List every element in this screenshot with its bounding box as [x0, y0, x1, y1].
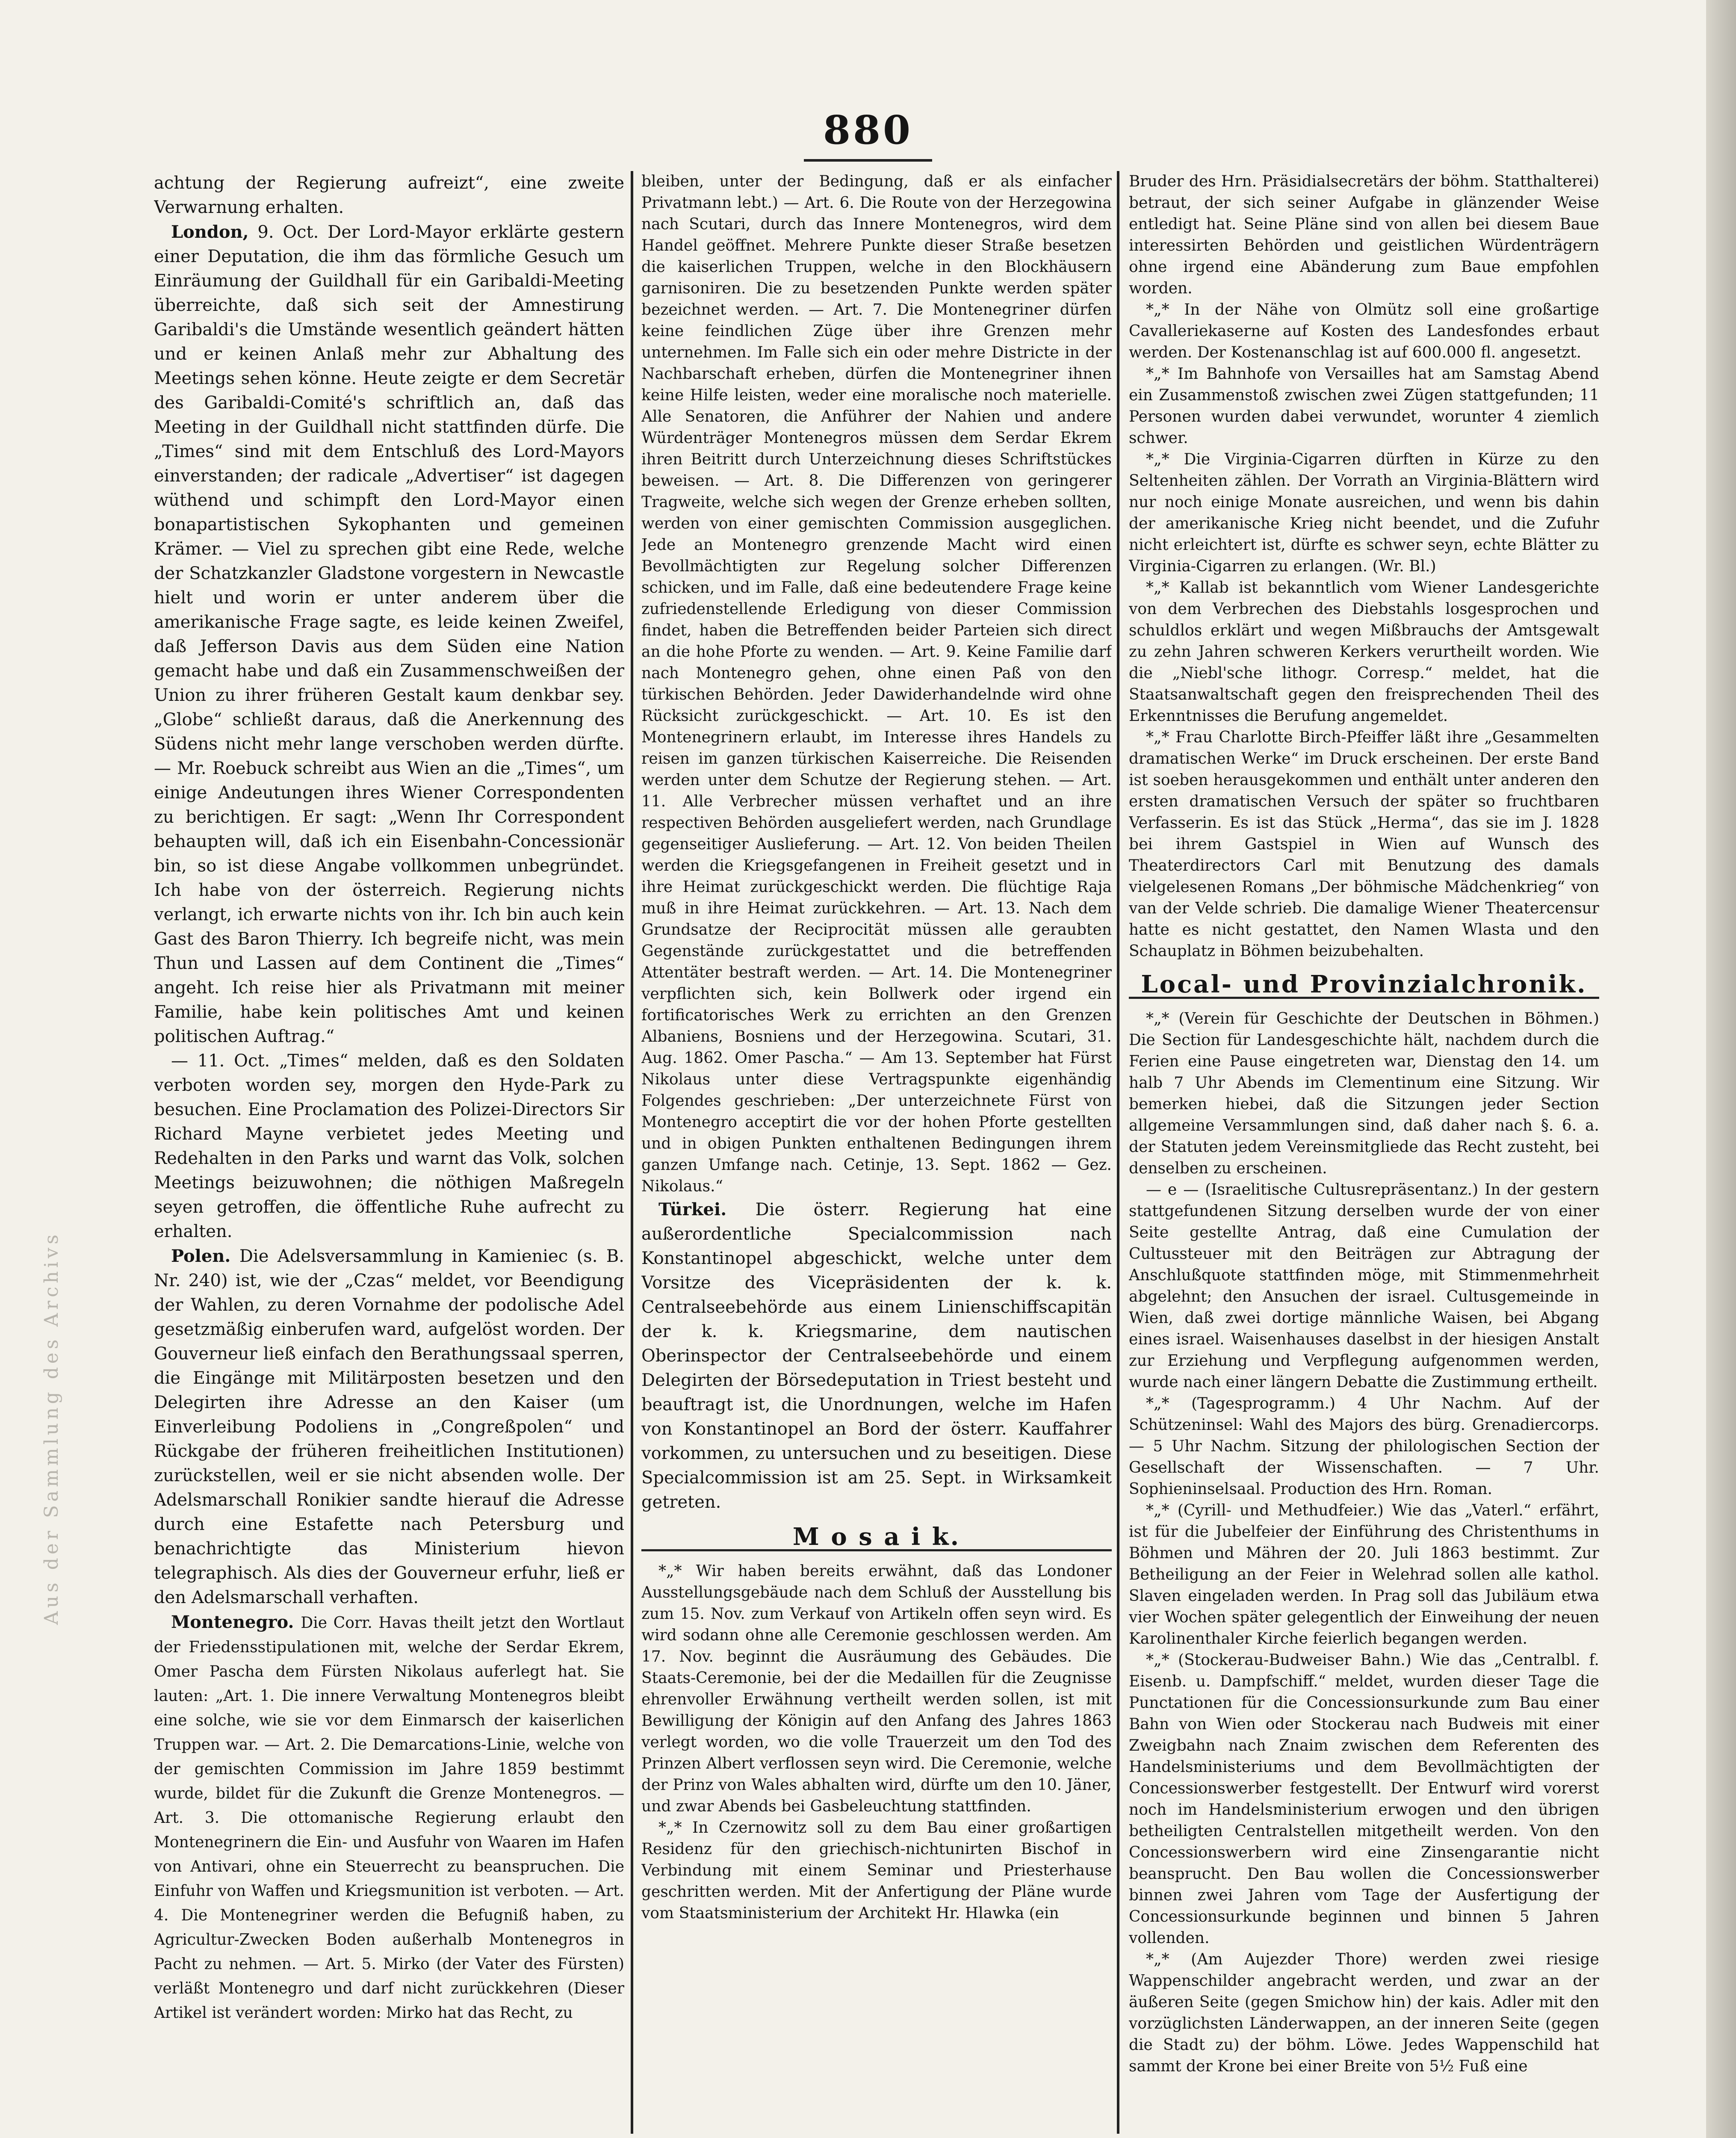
article-body: Die Corr. Havas theilt jetzt den Wortlaut der Friedensstipulationen mit, welche der Serdar Ekrem, Omer Pascha dem Fürsten Nikolaus auferlegt hat. Sie lauten: „Art. 1. Die innere Verwaltung Montenegros bleibt eine solche, wie sie vor dem Einmarsch der kaiserlichen Truppen war. — Art. 2. Die Demarcations-Linie, welche von der gemischten Commission im Jahre 1859 bestimmt wurde, bildet für die Zukunft die Grenze Montenegros. — Art. 3. Die ottomanische Regierung erlaubt den Montenegrinern die Ein- und Ausfuhr von Waaren im Hafen von Antivari, ohne ein Steuerrecht zu beanspruchen. Die Einfuhr von Waffen und Kriegsmunition ist verboten. — Art. 4. Die Montenegriner werden die Befugniß haben, zu Agricultur-Zwecken Boden außerhalb Montenegros in Pacht zu nehmen. — Art. 5. Mirko (der Vater des Fürsten) verläßt Montenegro und darf nicht zurückkehren (Dieser Artikel ist verändert worden: Mirko hat das Recht, zu	[154, 1614, 624, 2022]
paragraph: — e — (Israelitische Cultusrepräsentanz.) In der gestern stattgefundenen Sitzung derselben wurde der von einer Seite gestellte Antrag, daß eine Cumulation der Cultussteuer mit den Beiträgen zur Abtragung der Anschlußquote stattfinden möge, mit Stimmenmehrheit abgelehnt; den Ansuchen der israel. Cultusgemeinde in Wien, daß zwei dortige männliche Waisen, bei Abgang eines israel. Waisenhauses daselbst in der hiesigen Anstalt zur Erziehung und Verpflegung aufgenommen werden, wurde nach einer längern Debatte die Zustimmung ertheilt.	[1129, 1181, 1599, 1391]
article-tuerkei	[641, 1197, 1112, 1515]
paragraph: Bruder des Hrn. Präsidialsecretärs der böhm. Statthalterei) betraut, der sich seiner Aufgabe in glänzender Weise entledigt hat. Seine Pläne sind von allen bei diesem Baue interessirten Behörden und geistlichen Würdenträgern ohne irgend eine Abänderung zum Baue empfohlen worden.	[1129, 173, 1599, 297]
article-heading: Türkei.	[658, 1199, 727, 1220]
page-number-underline	[804, 159, 932, 162]
article-heading: Polen.	[171, 1246, 231, 1266]
paragraph: *„* Im Bahnhofe von Versailles hat am Samstag Abend ein Zusammenstoß zwischen zwei Zügen stattgefunden; 11 Personen wurden dabei verwundet, worunter 4 ziemlich schwer.	[1129, 365, 1599, 447]
paragraph: bleiben, unter der Bedingung, daß er als einfacher Privatmann lebt.) — Art. 6. Die Route von der Herzegowina nach Scutari, durch das Innere Montenegros, wird dem Handel geöffnet. Mehrere Punkte dieser Straße besetzen die kaiserlichen Truppen, welche in den Blockhäusern garnisoniren. Die zu besetzenden Punkte werden später bezeichnet werden. — Art. 7. Die Montenegriner dürfen keine feindlichen Züge über ihre Grenzen mehr unternehmen. Im Falle sich ein oder mehre Districte in der Nachbarschaft erheben, dürfen die Montenegriner ihnen keine Hilfe leisten, weder eine moralische noch materielle. Alle Senatoren, die Anführer der Nahien und andere Würdenträger Montenegros müssen dem Serdar Ekrem ihren Beitritt durch Unterzeichnung dieses Schriftstückes beweisen. — Art. 8. Die Differenzen von geringerer Tragweite, welche sich wegen der Grenze erheben sollten, werden von einer gemischten Commission ausgeglichen. Jede an Montenegro grenzende Macht wird einen Bevollmächtigten zur Regelung solcher Differenzen schicken, und im Falle, daß eine bedeutendere Frage keine zufriedenstellende Erledigung von dieser Commission findet, haben die Betreffenden beider Parteien sich direct an die hohe Pforte zu wenden. — Art. 9. Keine Familie darf nach Montenegro gehen, ohne einen Paß von den türkischen Behörden. Jeder Dawiderhandelnde wird ohne Rücksicht zurückgeschickt. — Art. 10. Es ist den Montenegrinern erlaubt, im Interesse ihres Handels zu reisen im ganzen türkischen Kaiserreiche. Die Reisenden werden unter dem Schutze der Regierung stehen. — Art. 11. Alle Verbrecher müssen verhaftet und an ihre respectiven Behörden ausgeliefert werden, nach Grundlage gegenseitiger Auslieferung. — Art. 12. Von beiden Theilen werden die Kriegsgefangenen in Freiheit gesetzt und in ihre Heimat zurückgeschickt werden. Die flüchtige Raja muß in ihre Heimat zurückkehren. — Art. 13. Nach dem Grundsatze der Reciprocität müssen alle geraubten Gegenstände zurückgestattet und die betreffenden Attentäter bestraft werden. — Art. 14. Die Montenegriner verpflichten sich, kein Bollwerk oder irgend ein fortificatorisches Werk zu errichten an den Grenzen Albaniens, Bosniens und der Herzegowina. Scutari, 31. Aug. 1862. Omer Pascha.“ — Am 13. September hat Fürst Nikolaus unter diese Vertragspunkte eigenhändig Folgendes geschrieben: „Der unterzeichnete Fürst von Montenegro acceptirt die vor der hohen Pforte gestellten und in obigen Punkten enthaltenen Bedingungen ihrem ganzen Umfange nach. Cetinje, 13. Sept. 1862 — Gez. Nikolaus.“	[641, 173, 1112, 1195]
paragraph: — 11. Oct. „Times“ melden, daß es den Soldaten verboten worden sey, morgen den Hyde-Park zu besuchen. Eine Proclamation des Polizei-Directors Sir Richard Mayne verbietet jedes Meeting und Redehalten in den Parks und warnt das Volk, solchen Meetings beizuwohnen; die nöthigen Maßregeln seyen getroffen, die öffentliche Ruhe aufrecht zu erhalten.	[154, 1051, 624, 1241]
column-2	[641, 171, 1112, 2134]
article-body: Die österr. Regierung hat eine außerordentliche Specialcommission nach Konstantinopel abgeschickt, welche unter dem Vorsitze des Vicepräsidenten der k. k. Centralseebehörde aus einem Linienschiffscapitän der k. k. Kriegsmarine, dem nautischen Oberinspector der Centralseebehörde und einem Delegirten der Börsedeputation in Triest besteht und beauftragt ist, die Unordnungen, welche im Hafen von Konstantinopel an Bord der österr. Kauffahrer vorkommen, zu untersuchen und zu beseitigen. Diese Specialcommission ist am 25. Sept. in Wirksamkeit getreten.	[641, 1200, 1112, 1512]
article-polen	[154, 1244, 624, 1610]
column-3	[1129, 171, 1599, 2134]
paragraph: *„* In Czernowitz soll zu dem Bau einer großartigen Residenz für den griechisch-nichtunirten Bischof in Verbindung mit einem Seminar und Priesterhause geschritten werden. Mit der Anfertigung der Pläne wurde vom Staatsministerium der Architekt Hr. Hlawka (ein	[641, 1819, 1112, 1922]
article-body: 9. Oct. Der Lord-Mayor erklärte gestern einer Deputation, die ihm das förmliche Gesuch um Einräumung der Guildhall für ein Garibaldi-Meeting überreichte, daß sich seit der Amnestirung Garibaldi's die Umstände wesentlich geändert hätten und er keinen Anlaß mehr zur Abhaltung des Meetings sehen könne. Heute zeigte er dem Secretär des Garibaldi-Comité's schriftlich an, daß das Meeting in der Guildhall nicht stattfinden dürfe. Die „Times“ sind mit dem Entschluß des Lord-Mayors einverstanden; der radicale „Advertiser“ ist dagegen wüthend und schimpft den Lord-Mayor einen bonapartistischen Sykophanten und gemeinen Krämer. — Viel zu sprechen gibt eine Rede, welche der Schatzkanzler Gladstone vorgestern in Newcastle hielt und worin er unter anderem über die amerikanische Frage sagte, es leide keinen Zweifel, daß Jefferson Davis aus dem Süden eine Nation gemacht habe und daß ein Zusammenschweißen der Union zu ihrer früheren Gestalt kaum denkbar sey. „Globe“ schließt daraus, daß die Anerkennung des Südens nicht mehr lange verschoben werden dürfte. — Mr. Roebuck schreibt aus Wien an die „Times“, um einige Andeutungen ihres Wiener Correspondenten zu berichtigen. Er sagt: „Wenn Ihr Correspondent behaupten will, daß ich ein Eisenbahn-Concessionär bin, so ist diese Angabe vollkommen unbegründet. Ich habe von der österreich. Regierung nichts verlangt, ich erwarte nichts von ihr. Ich bin auch kein Gast des Baron Thierry. Ich begreife nicht, was mein Thun und Lassen auf dem Continent die „Times“ angeht. Ich reise hier als Privatmann mit meiner Familie, habe kein politisches Amt und keinen politischen Auftrag.“	[154, 222, 624, 1046]
article-montenegro	[154, 1610, 624, 2025]
column-divider	[1117, 171, 1119, 2134]
article-heading: Montenegro.	[171, 1612, 294, 1632]
section-title-mosaik: M o s a i k.	[641, 1525, 1112, 1551]
column-divider	[631, 171, 633, 2134]
paragraph: *„* Kallab ist bekanntlich vom Wiener Landesgerichte von dem Verbrechen des Diebstahls losgesprochen und schuldlos erklärt und wegen Mißbrauchs der Amtsgewalt zu zehn Jahren schweren Kerkers verurtheilt worden. Wie die „Niebl'sche lithogr. Corresp.“ meldet, hat die Staatsanwaltschaft gegen den freisprechenden Theil des Erkenntnisses die Berufung angemeldet.	[1129, 579, 1599, 725]
paragraph: *„* (Tagesprogramm.) 4 Uhr Nachm. Auf der Schützeninsel: Wahl des Majors des bürg. Grenadiercorps. — 5 Uhr Nachm. Sitzung der philologischen Section der Gesellschaft der Wissenschaften. — 7 Uhr. Sophieninselsaal. Production des Hrn. Roman.	[1129, 1395, 1599, 1498]
section-title-local-chronicle: Local- und Provinzialchronik.	[1129, 972, 1599, 999]
article-body: Die Adelsversammlung in Kamieniec (s. B. Nr. 240) ist, wie der „Czas“ meldet, vor Beendigung der Wahlen, zu deren Vornahme der podolische Adel gesetzmäßig einberufen ward, aufgelöst worden. Der Gouverneur ließ einfach den Berathungssaal sperren, die Eingänge mit Militärposten besetzen und den Delegirten ihre Adresse an den Kaiser (um Einverleibung Podoliens in „Congreßpolen“ und Rückgabe der früheren freiheitlichen Institutionen) zurückstellen, weil er sie nicht absenden wolle. Der Adelsmarschall Ronikier sandte hierauf die Adresse durch eine Estafette nach Petersburg und benachrichtigte das Ministerium hievon telegraphisch. Als dies der Gouverneur erfuhr, ließ er den Adelsmarschall verhaften.	[154, 1246, 624, 1607]
column-1	[154, 171, 624, 2134]
article-london	[154, 220, 624, 1049]
paragraph: *„* Die Virginia-Cigarren dürften in Kürze zu den Seltenheiten zählen. Der Vorrath an Virginia-Blättern wird nur noch einige Monate ausreichen, und wenn bis dahin der amerikanische Krieg nicht beendet, und die Zufuhr nicht erleichtert ist, dürfte es schwer seyn, echte Blätter zu Virginia-Cigarren zu erlangen. (Wr. Bl.)	[1129, 451, 1599, 575]
paragraph: *„* (Verein für Geschichte der Deutschen in Böhmen.) Die Section für Landesgeschichte hält, nachdem durch die Ferien eine Pause eingetreten war, Dienstag den 14. um halb 7 Uhr Abends im Clementinum eine Sitzung. Wir bemerken hiebei, daß die Sitzungen jeder Section allgemeine Versammlungen sind, daß daher nach §. 6. a. der Statuten jedem Vereinsmitgliede das Recht zusteht, bei denselben zu erscheinen.	[1129, 1010, 1599, 1177]
paragraph: *„* (Am Aujezder Thore) werden zwei riesige Wappenschilder angebracht werden, und zwar an der äußeren Seite (gegen Smichow hin) der kais. Adler mit den vorzüglichsten Länderwappen, an der inneren Seite (gegen die Stadt zu) der böhm. Löwe. Jedes Wappenschild hat sammt der Krone bei einer Breite von 5½ Fuß eine	[1129, 1951, 1599, 2075]
paragraph: *„* (Stockerau-Budweiser Bahn.) Wie das „Centralbl. f. Eisenb. u. Dampfschiff.“ meldet, wurden dieser Tage die Punctationen für die Concessionsurkunde zum Bau einer Bahn von Wien oder Stockerau nach Budweis mit einer Zweigbahn nach Znaim zwischen dem Referenten des Handelsministeriums und dem Bevollmächtigten der Concessionswerber festgestellt. Der Entwurf wird vorerst noch im Handelsministerium erwogen und den übrigen betheiligten Centralstellen mitgetheilt werden. Von den Concessionswerbern wird eine Zinsengarantie nicht beansprucht. Den Bau wollen die Concessionswerber binnen zwei Jahren vom Tage der Ausfertigung der Concessionsurkunde beginnen und binnen 5 Jahren vollenden.	[1129, 1651, 1599, 1947]
paragraph: achtung der Regierung aufreizt“, eine zweite Verwarnung erhalten.	[154, 173, 624, 217]
paragraph: *„* (Cyrill- und Methudfeier.) Wie das „Vaterl.“ erfährt, ist für die Jubelfeier der Einführung des Christenthums in Böhmen und Mähren der 20. Juli 1863 bestimmt. Zur Betheiligung an der Feier in Welehrad sollen alle kathol. Slaven eingeladen werden. In Prag soll das Jubiläum etwa vier Wochen später gelegentlich der Einweihung der neuen Karolinenthaler Kirche feierlich begangen werden.	[1129, 1502, 1599, 1648]
article-heading: London,	[171, 222, 249, 242]
page-number: 880	[823, 107, 913, 153]
margin-stamp-text: Aus der Sammlung des Archivs	[41, 1231, 62, 1625]
paragraph: *„* Frau Charlotte Birch-Pfeiffer läßt ihre „Gesammelten dramatischen Werke“ im Druck erscheinen. Der erste Band ist soeben herausgekommen und enthält unter anderen den ersten dramatischen Versuch der später so fruchtbaren Verfasserin. Es ist das Stück „Herma“, das sie im J. 1828 bei ihrem Gastspiel in Wien auf Wunsch des Theaterdirectors Carl mit Benutzung des damals vielgelesenen Romans „Der böhmische Mädchenkrieg“ von van der Velde schrieb. Die damalige Wiener Theatercensur hatte es nicht gestattet, den Namen Wlasta und den Schauplatz in Böhmen beizubehalten.	[1129, 729, 1599, 960]
page-edge-shadow	[1706, 0, 1736, 2138]
paragraph: *„* Wir haben bereits erwähnt, daß das Londoner Ausstellungsgebäude nach dem Schluß der Ausstellung bis zum 15. Nov. zum Verkauf von Artikeln offen seyn wird. Es wird sodann ohne alle Ceremonie geschlossen werden. Am 17. Nov. beginnt die Ausräumung des Gebäudes. Die Staats-Ceremonie, bei der die Medaillen für die Zeugnisse ehrenvoller Erwähnung vertheilt werden sollen, ist mit Bewilligung der Königin auf den Anfang des Jahres 1863 verlegt worden, wo die volle Trauerzeit um den Tod des Prinzen Albert verflossen seyn wird. Die Ceremonie, welche der Prinz von Wales abhalten wird, dürfte um den 10. Jäner, und zwar Abends bei Gasbeleuchtung stattfinden.	[641, 1562, 1112, 1815]
paragraph: *„* In der Nähe von Olmütz soll eine großartige Cavalleriekaserne auf Kosten des Landesfondes erbaut werden. Der Kostenanschlag ist auf 600.000 fl. angesetzt.	[1129, 301, 1599, 361]
